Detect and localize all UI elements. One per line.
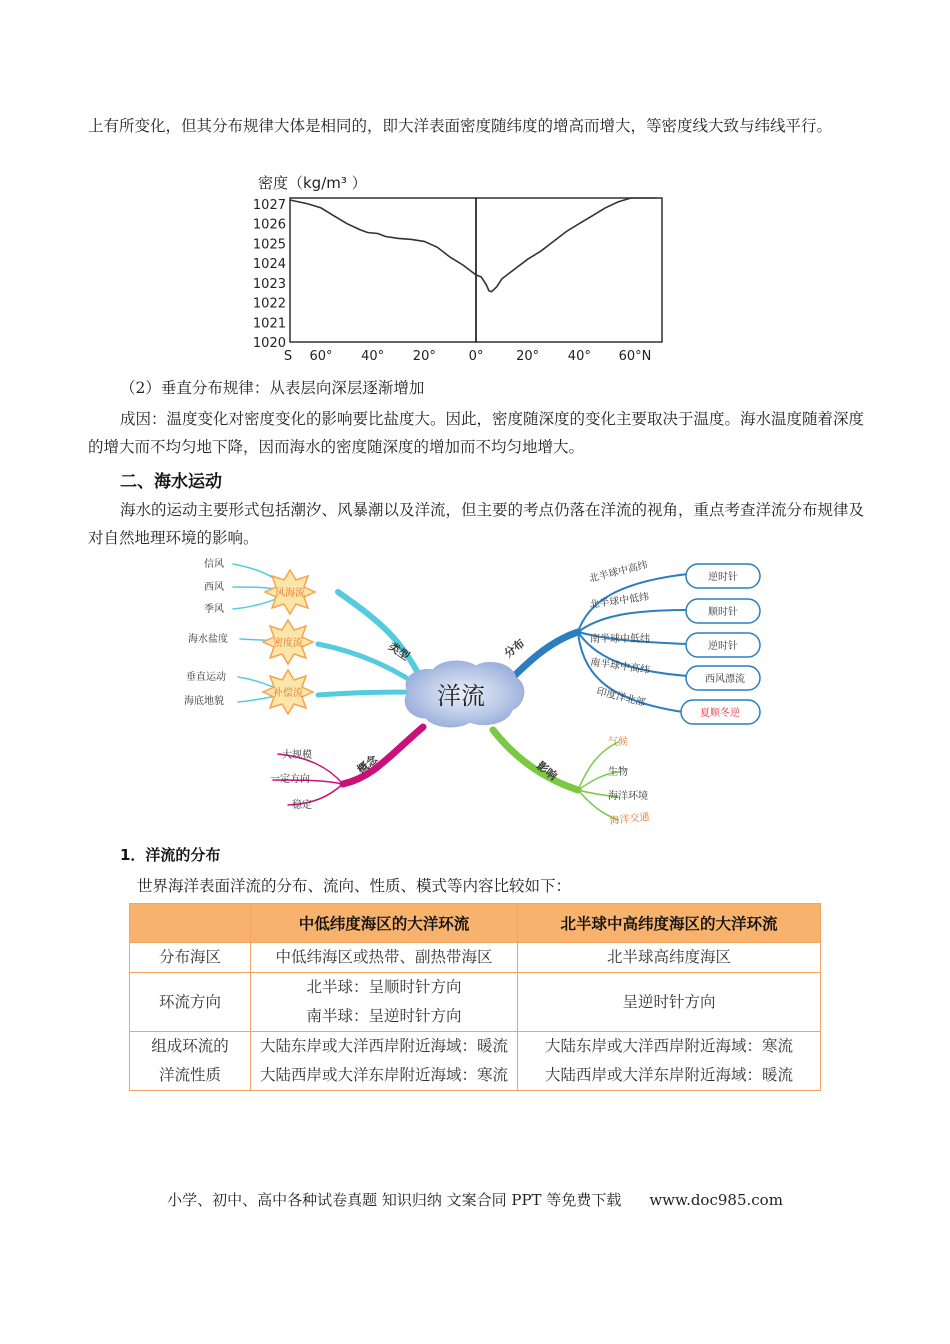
influence-biology: 生物 xyxy=(608,767,628,778)
table-header-row xyxy=(130,904,821,943)
region-sh-mid-high: 南半球中高纬 xyxy=(589,657,651,677)
density-curve xyxy=(290,198,657,292)
header-nh-mid-high-latitude: 北半球中高纬度海区的大洋环流 xyxy=(518,904,821,943)
cell-line: 北半球：呈顺时针方向 xyxy=(306,978,462,996)
y-tick-label: 1021 xyxy=(252,316,286,332)
region-nh-mid-low: 北半球中低纬 xyxy=(588,591,650,611)
y-tick-label: 1027 xyxy=(252,197,286,213)
factor-seabed: 海底地貌 xyxy=(184,696,224,707)
cell xyxy=(518,943,821,973)
branch-label-distribution: 分布 xyxy=(501,636,528,661)
comparison-table xyxy=(129,903,821,1091)
cell-line: 中低纬海区或热带、副热带海区 xyxy=(275,948,493,966)
factor-vertical-motion: 垂直运动 xyxy=(186,672,226,683)
type-star-wind xyxy=(265,570,315,614)
subheading-distribution: 1．洋流的分布 xyxy=(120,846,221,864)
page-footer xyxy=(0,1189,950,1210)
branch-label-concept: 概念 xyxy=(354,752,381,777)
center-label: 洋流 xyxy=(437,682,485,710)
type-star-density xyxy=(263,620,313,664)
y-axis-ticks xyxy=(253,198,286,351)
cell-line: 大陆西岸或大洋东岸附近海域：寒流 xyxy=(259,1066,508,1084)
footer-url[interactable]: www.doc985.com xyxy=(649,1191,783,1209)
concept-stable: 稳定 xyxy=(292,800,312,811)
x-tick-label: 20° xyxy=(516,349,540,364)
y-tick-label: 1020 xyxy=(252,336,286,351)
cell xyxy=(251,943,518,973)
concept-large-scale: 大规模 xyxy=(282,750,312,761)
table-row xyxy=(130,973,821,1032)
density-chart xyxy=(248,168,678,364)
x-tick-label: 60° xyxy=(309,349,333,364)
direction-bubble-5 xyxy=(681,700,760,724)
factor-westerly: 西风 xyxy=(204,582,224,593)
x-tick-label: 20° xyxy=(412,349,436,364)
type-label-wind: 风海流 xyxy=(275,588,305,599)
y-tick-label: 1024 xyxy=(252,257,286,273)
factor-monsoon: 季风 xyxy=(204,604,224,615)
direction-label-2: 顺时针 xyxy=(708,607,738,618)
cell-line: 呈逆时针方向 xyxy=(622,992,716,1011)
header-blank xyxy=(130,904,251,943)
cell-line: 南半球：呈逆时针方向 xyxy=(306,1007,462,1025)
row-label: 分布海区 xyxy=(130,943,251,973)
cell xyxy=(518,973,821,1032)
direction-bubble-3 xyxy=(686,633,760,657)
direction-label-3: 逆时针 xyxy=(708,641,738,652)
influence-environment: 海洋环境 xyxy=(608,791,648,802)
vertical-rule-line: （2）垂直分布规律：从表层向深层逐渐增加 xyxy=(120,379,425,397)
table-row xyxy=(130,943,821,973)
row-label: 环流方向 xyxy=(130,973,251,1032)
branch-label-influence: 影响 xyxy=(534,759,560,783)
region-nh-mid-high: 北半球中高纬 xyxy=(588,559,649,585)
direction-label-5: 夏顺冬逆 xyxy=(700,708,740,719)
type-label-compensation: 补偿流 xyxy=(273,688,303,699)
influence-climate: 气候 xyxy=(608,737,628,748)
chart-title: 密度（kg/m³ ） xyxy=(258,174,367,192)
center-node xyxy=(405,661,524,727)
cell-line: 大陆西岸或大洋东岸附近海域：暖流 xyxy=(544,1066,793,1084)
factor-salinity: 海水盐度 xyxy=(188,634,228,645)
table-row xyxy=(130,1032,821,1091)
concept-direction: 一定方向 xyxy=(270,774,310,785)
x-tick-label: 0° xyxy=(468,349,484,364)
type-branch xyxy=(233,564,428,702)
cell-line: 大陆东岸或大洋西岸附近海域：寒流 xyxy=(544,1037,793,1055)
direction-bubble-1 xyxy=(686,564,760,588)
branch-label-type: 类型 xyxy=(386,639,412,664)
cell xyxy=(251,973,518,1032)
x-tick-label: 40° xyxy=(567,349,591,364)
influence-traffic: 海洋交通 xyxy=(609,811,651,827)
factor-trade-wind: 信风 xyxy=(204,559,224,570)
y-tick-label: 1025 xyxy=(252,237,286,253)
footer-text: 小学、初中、高中各种试卷真题 知识归纳 文案合同 PPT 等免费下载 xyxy=(167,1191,622,1209)
cell xyxy=(518,1032,821,1091)
x-axis-ticks xyxy=(284,349,652,364)
y-tick-label: 1026 xyxy=(252,217,286,233)
cell xyxy=(251,1032,518,1091)
direction-bubble-4 xyxy=(686,666,760,690)
y-tick-label: 1023 xyxy=(252,276,286,292)
direction-label-1: 逆时针 xyxy=(708,572,738,583)
header-low-mid-latitude: 中低纬度海区的大洋环流 xyxy=(251,904,518,943)
table-intro: 世界海洋表面洋流的分布、流向、性质、模式等内容比较如下： xyxy=(137,877,572,895)
x-tick-label: S xyxy=(283,349,293,364)
cell-line: 北半球高纬度海区 xyxy=(606,948,731,966)
row-label: 组成环流的洋流性质 xyxy=(130,1032,251,1091)
intro-paragraph: 上有所变化，但其分布规律大体是相同的，即大洋表面密度随纬度的增高而增大，等密度线大致与纬线平行。 xyxy=(88,117,833,135)
y-tick-label: 1022 xyxy=(252,296,286,312)
type-star-compensation xyxy=(263,670,313,714)
cause-paragraph: 成因：温度变化对密度变化的影响要比盐度大。因此，密度随深度的变化主要取决于温度。海水温度随着深度的增大而不均匀地下降，因而海水的密度随深度的增加而不均匀地增大。 xyxy=(88,410,865,456)
region-indian-north: 印度洋北部 xyxy=(595,686,647,710)
motion-paragraph: 海水的运动主要形式包括潮汐、风暴潮以及洋流，但主要的考点仍落在洋流的视角，重点考查洋流分布规律及对自然地理环境的影响。 xyxy=(88,501,865,547)
x-tick-label: 60°N xyxy=(618,349,652,364)
direction-label-4: 西风漂流 xyxy=(705,674,745,685)
section-heading: 二、海水运动 xyxy=(120,472,222,492)
x-tick-label: 40° xyxy=(361,349,385,364)
region-sh-mid-low: 南半球中低纬 xyxy=(590,634,650,645)
cell-line: 大陆东岸或大洋西岸附近海域：暖流 xyxy=(259,1037,508,1055)
type-label-density: 密度流 xyxy=(273,638,303,649)
ocean-current-mindmap xyxy=(178,552,778,837)
direction-bubble-2 xyxy=(686,599,760,623)
concept-branch xyxy=(273,727,423,805)
